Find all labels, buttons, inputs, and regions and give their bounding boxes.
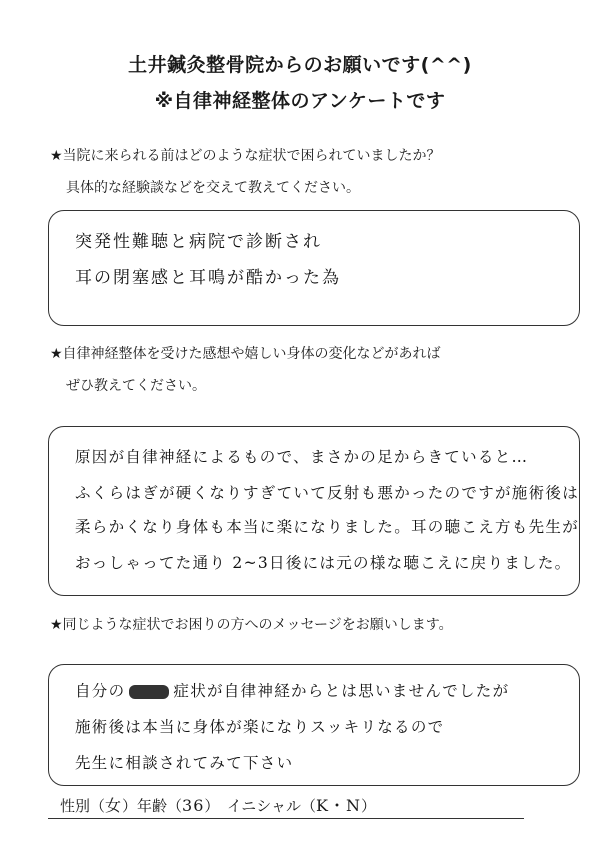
answer-box-3 <box>48 664 580 786</box>
question-1-sub: 具体的な経験談などを交えて教えてください。 <box>66 180 360 196</box>
question-1-label: ★当院に来られる前はどのような症状で困られていましたか？ <box>50 148 441 164</box>
crossed-out-scribble <box>129 685 169 699</box>
initial-value: K・N <box>316 796 361 815</box>
answer-2-line: おっしゃってた通り 2~3日後には元の様な聴こえに戻りました。 <box>75 554 572 572</box>
page-subtitle: ※自律神経整体のアンケートです <box>154 90 446 112</box>
question-2-label: ★自律神経整体を受けた感想や嬉しい身体の変化などがあれば <box>50 346 441 362</box>
answer-box-1 <box>48 210 580 326</box>
answer-3-text: 症状が自律神経からとは思いませんでしたが <box>173 682 510 700</box>
answer-box-2 <box>48 426 580 596</box>
page-title: 土井鍼灸整骨院からのお願いです(^^) <box>128 54 472 76</box>
respondent-info <box>60 793 376 816</box>
answer-1-line: 突発性難聴と病院で診断され <box>75 232 322 252</box>
age-label: ）年齢（ <box>122 797 183 815</box>
question-3-label: ★同じような症状でお困りの方へのメッセージをお願いします。 <box>50 617 453 633</box>
answer-2-line: 柔らかくなり身体も本当に楽になりました。耳の聴こえ方も先生が <box>75 518 580 536</box>
footer-close: ） <box>360 797 376 815</box>
age-value: 36 <box>182 796 205 815</box>
answer-2-line: ふくらはぎが硬くなりすぎていて反射も悪かったのですが施術後は <box>75 484 580 502</box>
answer-3-line: 施術後は本当に身体が楽になりスッキリなるので <box>75 718 445 736</box>
footer-underline <box>48 818 524 819</box>
initial-label: ） イニシャル（ <box>204 797 317 815</box>
gender-value: 女 <box>105 796 123 815</box>
answer-3-line: 先生に相談されてみて下さい <box>75 754 294 772</box>
answer-2-line: 原因が自律神経によるもので、まさかの足からきていると… <box>75 448 529 466</box>
answer-3-line <box>75 679 509 701</box>
answer-1-line: 耳の閉塞感と耳鳴が酷かった為 <box>75 268 341 288</box>
answer-3-text: 自分の <box>75 682 126 700</box>
question-2-sub: ぜひ教えてください。 <box>66 378 206 394</box>
gender-label: 性別（ <box>60 797 106 815</box>
